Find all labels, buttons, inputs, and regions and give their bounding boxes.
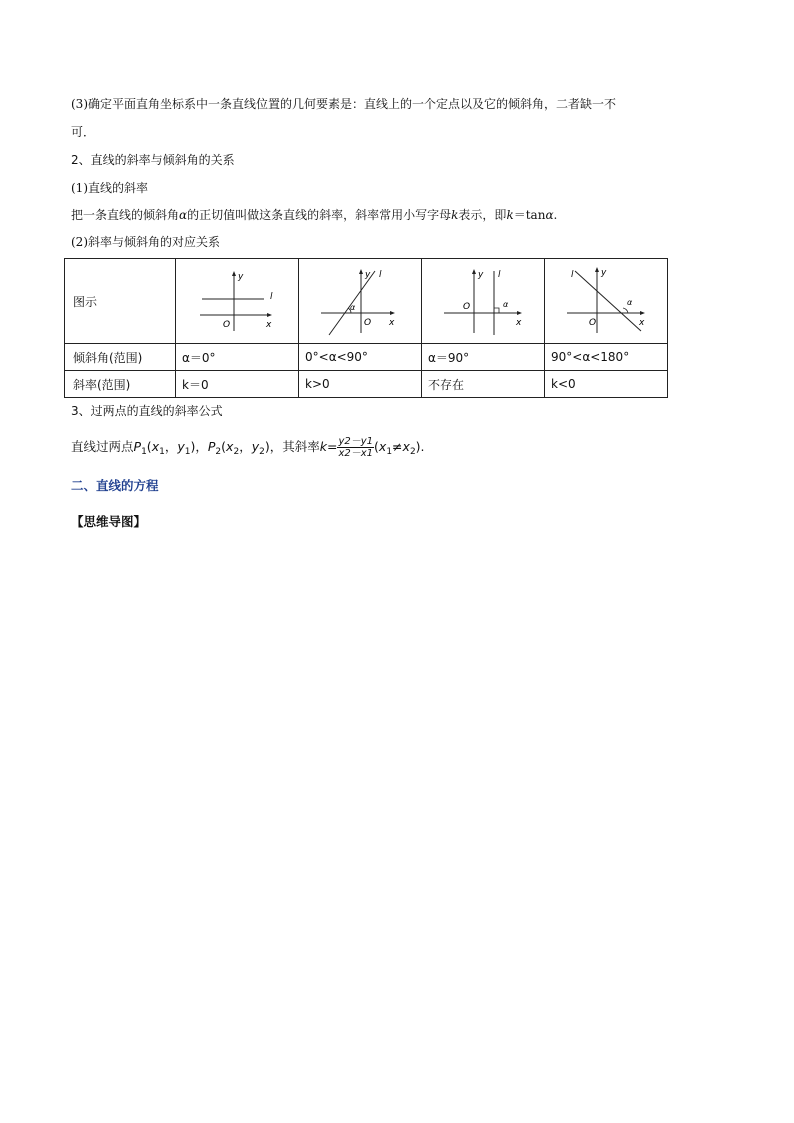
graph-cell-3	[422, 259, 545, 344]
graph3-line-label: l	[498, 270, 501, 280]
graph3-alpha-label: α	[503, 300, 509, 309]
cond-open: (	[374, 439, 379, 454]
p2-open: (	[221, 439, 227, 454]
graph4-x-label: x	[639, 318, 645, 328]
def-post: 表示，即	[458, 208, 507, 222]
slope-definition	[71, 207, 557, 223]
angle-cell-4: 90°<α<180°	[545, 344, 668, 371]
slope-cell-4: k<0	[545, 371, 668, 398]
def-formula-k: k	[506, 208, 514, 222]
slope-cell-3: 不存在	[422, 371, 545, 398]
def-end: .	[553, 208, 558, 222]
x1-sub: 1	[159, 447, 165, 457]
x1: x	[151, 439, 160, 454]
two-point-slope-formula	[71, 436, 425, 459]
def-formula-alpha: α	[545, 208, 554, 222]
graph-positive-slope	[317, 265, 403, 337]
graph1-origin-label: O	[223, 320, 231, 330]
comma2: ，	[239, 439, 252, 454]
graph-horizontal-line	[194, 267, 280, 335]
row-label-slope: 斜率(范围)	[65, 371, 176, 398]
section-2-sub2: (2)斜率与倾斜角的对应关系	[71, 235, 220, 249]
graph2-x-label: x	[389, 318, 395, 328]
slope-cell-2: k>0	[299, 371, 422, 398]
heading-line-equations: 二、直线的方程	[71, 478, 159, 493]
angle-cell-3: α＝90°	[422, 344, 545, 371]
cond-x1: x	[378, 439, 387, 454]
p1-sub: 1	[141, 447, 147, 457]
graph1-line-label: l	[270, 292, 273, 302]
p2-close: )，其斜率	[264, 439, 320, 454]
graph4-origin-label: O	[589, 318, 597, 328]
mindmap-heading: 【思维导图】	[71, 514, 147, 529]
cond-x1-sub: 1	[386, 447, 393, 457]
p2-sub: 2	[215, 447, 222, 457]
graph-negative-slope	[563, 265, 649, 337]
slope-cell-1: k＝0	[176, 371, 299, 398]
table-row-angles	[65, 344, 668, 371]
paragraph-3-line1: (3)确定平面直角坐标系中一条直线位置的几何要素是：直线上的一个定点以及它的倾斜角，二者缺一不	[71, 97, 617, 111]
comma1: ，	[164, 439, 178, 454]
graph1-x-label: x	[266, 320, 272, 330]
graph4-alpha-label: α	[627, 298, 633, 307]
graph2-origin-label: O	[364, 318, 372, 328]
section-2-sub1: (1)直线的斜率	[71, 181, 148, 195]
row-label-graph: 图示	[65, 259, 176, 344]
cond-x2: x	[402, 439, 410, 454]
p2: P	[207, 439, 216, 454]
graph-cell-1	[176, 259, 299, 344]
k-equals: k=	[319, 439, 338, 454]
slope-angle-table	[64, 258, 668, 398]
table-row-slopes	[65, 371, 668, 398]
graph3-origin-label: O	[463, 302, 471, 312]
graph4-line-label: l	[571, 270, 574, 280]
graph2-y-label: y	[365, 270, 371, 280]
angle-cell-1: α＝0°	[176, 344, 299, 371]
cond-neq: ≠	[392, 439, 403, 454]
graph3-y-label: y	[478, 270, 484, 280]
def-k: k	[451, 208, 459, 222]
table-row-graphs	[65, 259, 668, 344]
graph-cell-4	[545, 259, 668, 344]
graph1-y-label: y	[238, 272, 244, 282]
graph-vertical-line	[440, 265, 526, 337]
cond-x2-sub: 2	[409, 447, 416, 457]
cond-close: ).	[415, 439, 425, 454]
y1-sub: 1	[184, 447, 191, 457]
def-formula-rest: ＝tan	[513, 208, 546, 222]
angle-cell-2: 0°<α<90°	[299, 344, 422, 371]
slope-fraction	[337, 436, 374, 459]
x2-sub: 2	[233, 447, 240, 457]
graph4-y-label: y	[601, 268, 607, 278]
graph3-x-label: x	[516, 318, 522, 328]
fraction-denominator: x2－x1	[338, 448, 374, 459]
y1: y	[177, 439, 185, 454]
y2: y	[251, 439, 260, 454]
p1-close: )，	[190, 439, 208, 454]
section-2-title: 2、直线的斜率与倾斜角的关系	[71, 153, 235, 167]
section-3-title: 3、过两点的直线的斜率公式	[71, 404, 223, 418]
def-mid: 的正切值叫做这条直线的斜率，斜率常用小写字母	[187, 208, 452, 222]
p1: P	[133, 439, 142, 454]
row-label-angle: 倾斜角(范围)	[65, 344, 176, 371]
graph2-line-label: l	[379, 270, 382, 280]
graph-cell-2	[299, 259, 422, 344]
def-alpha: α	[179, 208, 188, 222]
def-pre: 把一条直线的倾斜角	[71, 208, 180, 222]
y2-sub: 2	[259, 447, 265, 457]
formula-pre: 直线过两点	[71, 439, 134, 454]
x2: x	[226, 439, 234, 454]
graph2-alpha-label: α	[350, 303, 356, 312]
paragraph-3-line2: 可．	[71, 125, 96, 139]
fraction-numerator: y2－y1	[338, 436, 374, 447]
p1-open: (	[146, 439, 152, 454]
